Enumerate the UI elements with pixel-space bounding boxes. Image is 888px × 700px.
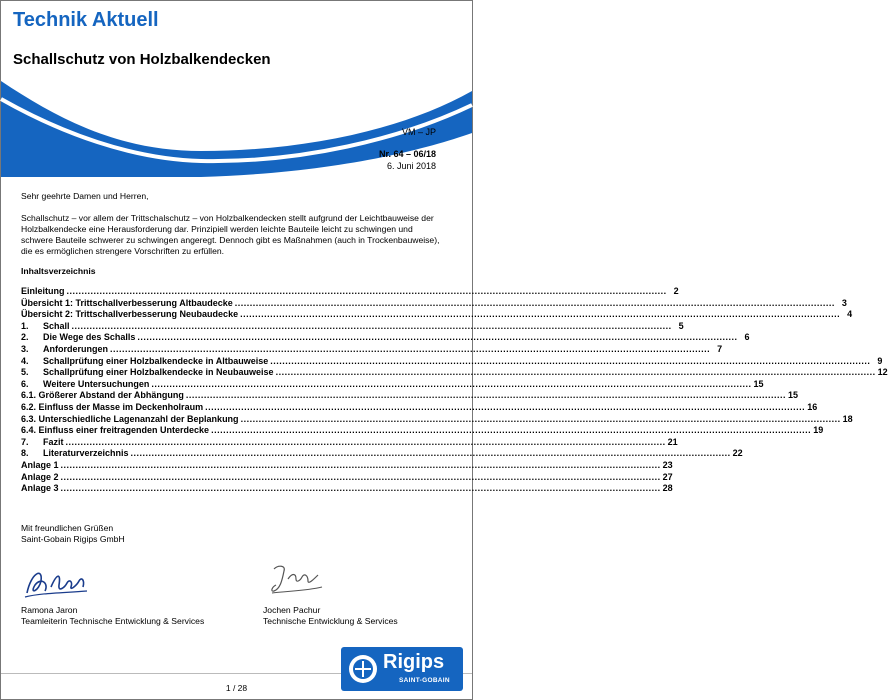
- toc-entry-title: Anlage 1: [21, 459, 59, 470]
- toc-entry[interactable]: [21, 343, 723, 356]
- toc-entry[interactable]: [21, 425, 824, 437]
- toc-entry-page: 15: [753, 378, 764, 389]
- toc-entry-page: 23: [662, 459, 673, 470]
- toc-entry-title: Schall: [43, 320, 70, 331]
- signer-right-name: Jochen Pachur: [263, 605, 321, 615]
- toc-entry-page: 6: [744, 332, 750, 343]
- signer-left-role: Teamleiterin Technische Entwicklung & Services: [21, 616, 205, 626]
- closing: [21, 523, 441, 545]
- toc-entry-title: Anforderungen: [43, 343, 108, 354]
- toc-entry[interactable]: [21, 309, 853, 321]
- toc-leader-dots: ........................................................................................................................................................................................................: [60, 483, 661, 494]
- signature-right: [266, 561, 326, 599]
- toc-entry-title: Schallprüfung einer Holzbalkendecke in Neubauweise: [43, 367, 274, 378]
- toc-entry[interactable]: [21, 297, 847, 310]
- toc-entry-title: 6.2. Einfluss der Masse im Deckenholraum: [21, 401, 204, 412]
- toc-entry-title: Übersicht 2: Trittschallverbesserung Neubaudecke: [21, 309, 239, 320]
- signer-left-name: Ramona Jaron: [21, 605, 78, 615]
- toc-leader-dots: ........................................................................................................................................................................................................: [130, 448, 731, 459]
- toc-entry-title: 6.4. Einfluss einer freitragenden Unterdecke: [21, 425, 210, 436]
- toc-entry-page: 7: [717, 343, 723, 354]
- toc-entry-title: 6.3. Unterschiedliche Lagenanzahl der Beplankung: [21, 413, 239, 424]
- toc-entry-number: 1.: [21, 320, 29, 331]
- toc-entry-page: 9: [877, 355, 883, 366]
- toc-entry-title: Einleitung: [21, 286, 65, 296]
- toc-entry[interactable]: [21, 378, 764, 391]
- toc-leader-dots: ........................................................................................................................................................................................................: [205, 401, 806, 412]
- logo-subtext: SAINT-GOBAIN: [399, 677, 450, 684]
- toc-leader-dots: ........................................................................................................................................................................................................: [240, 309, 841, 320]
- toc-entry-title: Anlage 3: [21, 483, 59, 494]
- toc-entry[interactable]: [21, 401, 818, 414]
- toc-entry-page: 4: [847, 309, 853, 320]
- toc-entry-number: 2.: [21, 332, 29, 343]
- salutation: Sehr geehrte Damen und Herren,: [21, 191, 149, 201]
- toc-leader-dots: ........................................................................................................................................................................................................: [65, 436, 666, 447]
- toc-entry-number: 4.: [21, 355, 29, 366]
- reference-code: VM – JP: [401, 127, 436, 137]
- toc-entry-page: 22: [732, 448, 743, 459]
- toc-entry-title: 6.1. Größerer Abstand der Abhängung: [21, 390, 184, 401]
- toc-entry-page: 3: [841, 297, 847, 308]
- reference-date: 6. Juni 2018: [386, 161, 436, 171]
- toc-entry-number: 8.: [21, 448, 29, 459]
- document-title: Schallschutz von Holzbalkendecken: [13, 51, 271, 68]
- toc-entry-title: Literaturverzeichnis: [43, 448, 129, 459]
- logo-emblem-icon: [347, 653, 379, 685]
- toc-entry-number: 3.: [21, 343, 29, 354]
- page-number: 1 / 28: [225, 683, 248, 693]
- toc-leader-dots: ........................................................................................................................................................................................................: [151, 378, 752, 389]
- toc-entry-page: 21: [667, 436, 678, 447]
- logo-wordmark: Rigips: [383, 651, 445, 673]
- toc-heading: Inhaltsverzeichnis: [21, 266, 96, 276]
- toc-entry-title: Anlage 2: [21, 471, 59, 482]
- toc-entry-number: 5.: [21, 367, 29, 378]
- toc-leader-dots: ........................................................................................................................................................................................................: [60, 471, 661, 482]
- signer-right-role: Technische Entwicklung & Services: [263, 616, 398, 626]
- toc-leader-dots: ........................................................................................................................................................................................................: [234, 297, 835, 308]
- toc-entry-page: 16: [807, 401, 818, 412]
- signer-left: [21, 605, 204, 627]
- toc-entry[interactable]: [21, 390, 798, 402]
- toc-entry-title: Fazit: [43, 436, 64, 447]
- toc-leader-dots: ........................................................................................................................................................................................................: [60, 459, 661, 470]
- closing-company: Saint-Gobain Rigips GmbH: [21, 534, 125, 544]
- toc-entry-number: 6.: [21, 378, 29, 389]
- toc-entry[interactable]: [21, 448, 743, 460]
- toc-entry-page: 28: [662, 483, 673, 494]
- toc-leader-dots: ........................................................................................................................................................................................................: [110, 343, 711, 354]
- toc-leader-dots: ........................................................................................................................................................................................................: [211, 425, 812, 436]
- toc-leader-dots: ........................................................................................................................................................................................................: [66, 286, 667, 296]
- rigips-logo: [341, 647, 463, 691]
- toc-leader-dots: ........................................................................................................................................................................................................: [275, 367, 876, 378]
- toc-entry[interactable]: [21, 355, 883, 368]
- brand-title: Technik Aktuell: [13, 9, 159, 31]
- toc-entry[interactable]: [21, 436, 678, 449]
- signature-left: [21, 563, 91, 603]
- table-of-contents: [21, 286, 888, 495]
- toc-entry-number: 7.: [21, 436, 29, 447]
- toc-entry[interactable]: [21, 286, 679, 298]
- intro-paragraph: Schallschutz – vor allem der Trittschalschutz – von Holzbalkendecken stellt aufgrund der Leichtbauweise der Holzbalkendecke eine Herausforderung dar. Prinzipiell werden leichte Bauteile leicht zu schwingen und schwere Bauteile schwerer zu schwingen angeregt. Dennoch gibt es Maßnahmen (auch in Trockenbauweise), die es ermöglichen strengere Vorschriften zu erfüllen.: [21, 213, 440, 256]
- toc-entry[interactable]: [21, 471, 673, 484]
- toc-entry-title: Weitere Untersuchungen: [43, 378, 150, 389]
- toc-entry[interactable]: [21, 483, 673, 495]
- toc-leader-dots: ........................................................................................................................................................................................................: [240, 413, 841, 424]
- toc-entry[interactable]: [21, 320, 684, 333]
- toc-entry-page: 2: [673, 286, 679, 296]
- toc-leader-dots: ........................................................................................................................................................................................................: [270, 355, 871, 366]
- toc-entry[interactable]: [21, 459, 673, 472]
- toc-entry[interactable]: [21, 413, 853, 426]
- toc-entry-page: 15: [787, 390, 798, 401]
- toc-entry[interactable]: [21, 367, 888, 379]
- toc-entry-title: Schallprüfung einer Holzbalkendecke in Altbauweise: [43, 355, 269, 366]
- toc-entry[interactable]: [21, 332, 750, 344]
- toc-entry-title: Die Wege des Schalls: [43, 332, 136, 343]
- toc-entry-page: 27: [662, 471, 673, 482]
- closing-greeting: Mit freundlichen Grüßen: [21, 523, 114, 533]
- toc-entry-page: 12: [877, 367, 888, 378]
- toc-entry-page: 5: [678, 320, 684, 331]
- reference-number: Nr. 64 – 06/18: [378, 149, 436, 159]
- signer-right: [263, 605, 398, 627]
- toc-entry-page: 19: [813, 425, 824, 436]
- toc-leader-dots: ........................................................................................................................................................................................................: [137, 332, 738, 343]
- toc-leader-dots: ........................................................................................................................................................................................................: [185, 390, 786, 401]
- toc-leader-dots: ........................................................................................................................................................................................................: [71, 320, 672, 331]
- toc-entry-title: Übersicht 1: Trittschallverbesserung Altbaudecke: [21, 297, 233, 308]
- toc-entry-page: 18: [842, 413, 853, 424]
